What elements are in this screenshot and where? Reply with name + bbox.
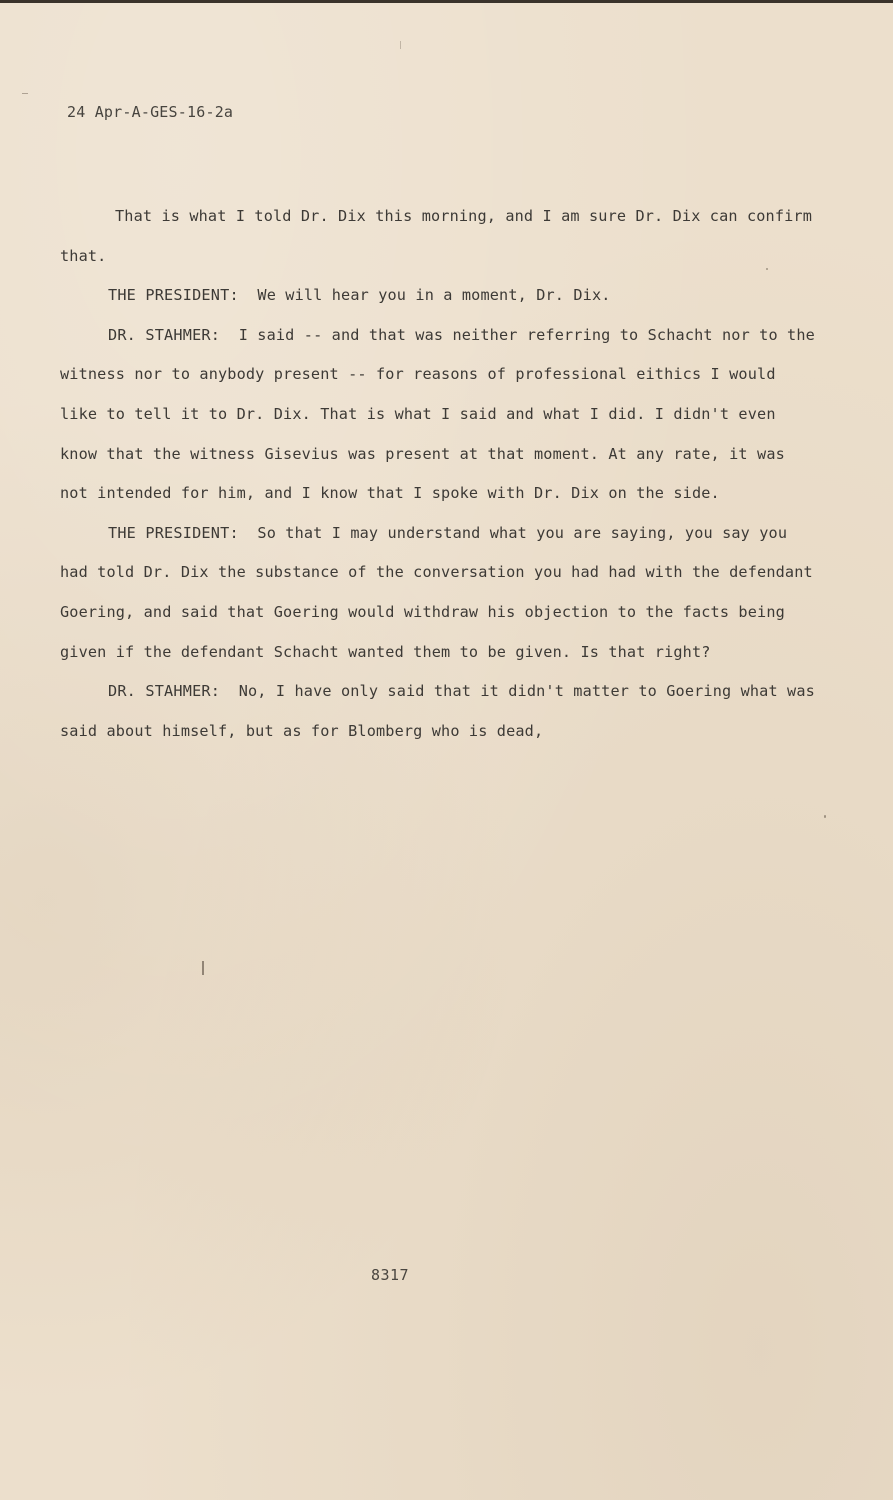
speaker-label: DR. STAHMER: xyxy=(108,682,221,701)
paper-blemish xyxy=(766,268,768,270)
page-number: 8317 xyxy=(370,1266,410,1284)
paragraph-text: That is what I told Dr. Dix this morning, and I am sure Dr. Dix can confirm that. xyxy=(60,207,813,265)
paper-blemish xyxy=(400,41,401,49)
paper-blemish xyxy=(22,93,28,94)
paragraph-text: So that I may understand what you are saying, you say you had told Dr. Dix the substance of the conversation you had had with the defendant Goering, and said that Goering would withdraw his objection to the facts being given if the defendant Schacht wanted them to be given. Is that right? xyxy=(60,523,813,661)
transcript-paragraph xyxy=(60,672,820,751)
paragraph-text: We will hear you in a moment, Dr. Dix. xyxy=(257,286,611,305)
paper-blemish xyxy=(824,815,826,818)
transcript-paragraph xyxy=(60,316,820,514)
transcript-body xyxy=(60,197,820,751)
transcript-paragraph xyxy=(60,276,820,316)
speaker-label: DR. STAHMER: xyxy=(108,325,221,344)
speaker-label: THE PRESIDENT: xyxy=(108,286,239,305)
paper-blemish xyxy=(202,961,204,975)
speaker-label: THE PRESIDENT: xyxy=(108,523,239,542)
document-reference-code: 24 Apr-A-GES-16-2a xyxy=(67,103,234,121)
paragraph-text: I said -- and that was neither referring to Schacht nor to the witness nor to anybody present -- for reasons of professional eithics I would like to tell it to Dr. Dix. That is what I said and what I did. I didn't even know that the witness Gisevius was present at that moment. At any rate, it was not intended for him, and I know that I spoke with Dr. Dix on the side. xyxy=(60,325,815,503)
transcript-paragraph xyxy=(60,197,820,276)
transcript-paragraph xyxy=(60,514,820,672)
paragraph-text: No, I have only said that it didn't matter to Goering what was said about himself, but as for Blomberg who is dead, xyxy=(60,682,815,740)
